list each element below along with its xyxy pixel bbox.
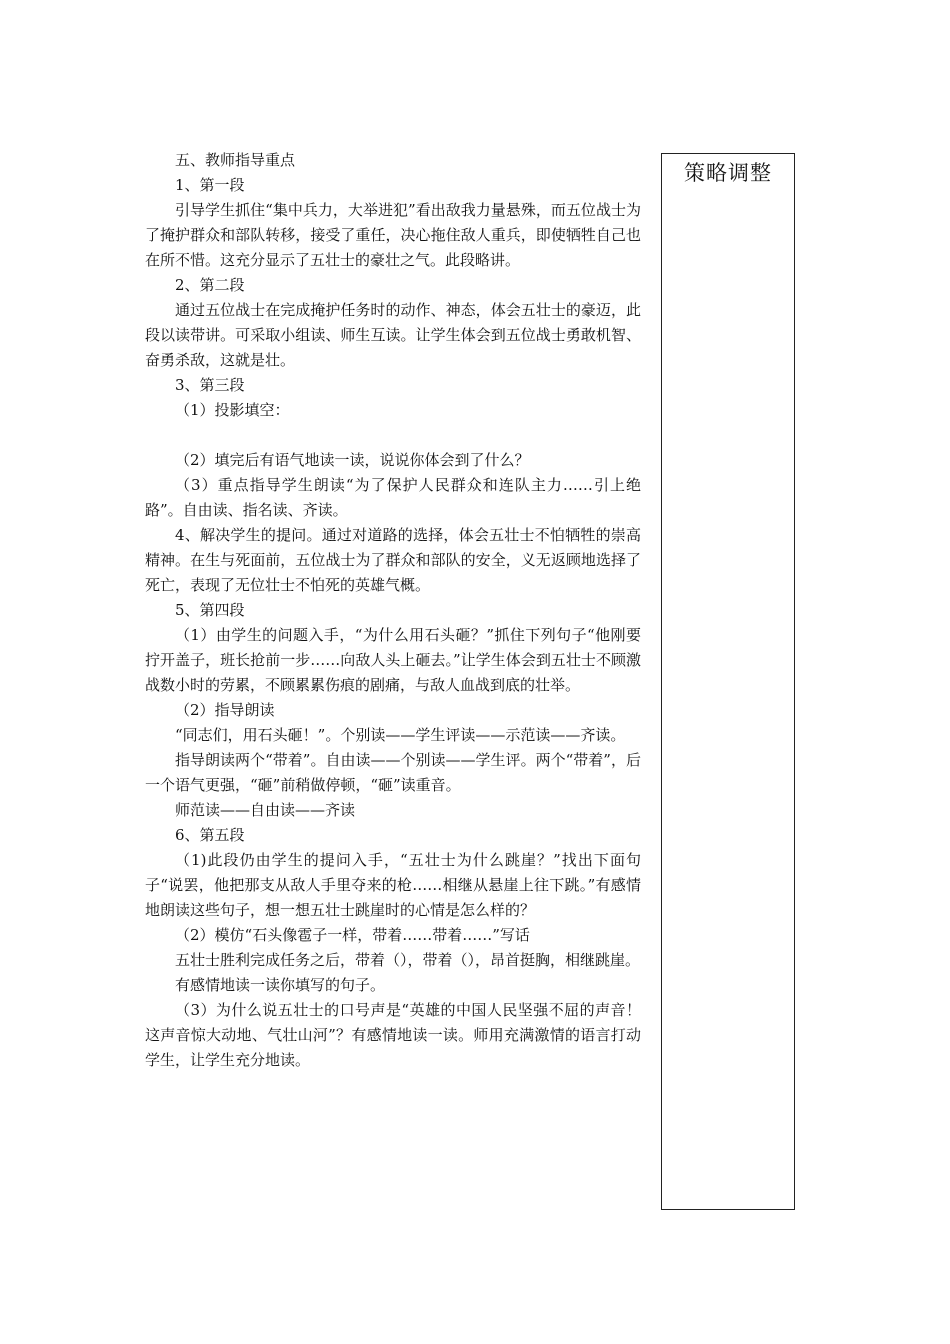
subsection-heading: 2、第二段 xyxy=(175,276,245,294)
paragraph: 五壮士胜利完成任务之后，带着（），带着（），昂首挺胸，相继跳崖。 xyxy=(175,951,641,969)
paragraph: （2）填完后有语气地读一读，说说你体会到了什么？ xyxy=(175,451,530,469)
paragraph: （2）指导朗读 xyxy=(175,701,275,719)
paragraph: 引导学生抓住“集中兵力，大举进犯”看出敌我力量悬殊，而五位战士为了掩护群众和部队转移，接受了重任，决心拖住敌人重兵，即使牺牲自己也在所不惜。这充分显示了五壮士的豪壮之气。此段略讲。 xyxy=(145,201,641,269)
paragraph: 有感情地读一读你填写的句子。 xyxy=(175,976,386,994)
paragraph: 指导朗读两个“带着”。自由读——个别读——学生评。两个“带着”，后一个语气更强，“砸”前稍做停顿，“砸”读重音。 xyxy=(145,751,641,794)
paragraph: （1)此段仍由学生的提问入手，“五壮士为什么跳崖？”找出下面句子“说罢，他把那支从敌人手里夺来的枪……相继从悬崖上往下跳。”有感情地朗读这些句子，想一想五壮士跳崖时的心情是怎么样的？ xyxy=(145,851,641,919)
paragraph: （3）重点指导学生朗读“为了保护人民群众和连队主力……引上绝路”。自由读、指名读、齐读。 xyxy=(145,476,641,519)
paragraph: 4、解决学生的提问。通过对道路的选择，体会五壮士不怕牺牲的崇高精神。在生与死面前，五位战士为了群众和部队的安全，义无返顾地选择了死亡，表现了无位壮士不怕死的英雄气概。 xyxy=(145,526,641,594)
paragraph: （3）为什么说五壮士的口号声是“英雄的中国人民坚强不屈的声音！这声音惊大动地、气壮山河”？有感情地读一读。师用充满激情的语言打动学生，让学生充分地读。 xyxy=(145,1001,641,1069)
paragraph: （1）由学生的问题入手，“为什么用石头砸？”抓住下列句子“他刚要拧开盖子，班长抢前一步……向敌人头上砸去。”让学生体会到五壮士不顾激战数小时的劳累，不顾累累伤痕的剧痛，与敌人血战到底的壮举。 xyxy=(145,626,641,694)
paragraph: “同志们，用石头砸！”。个别读——学生评读——示范读——齐读。 xyxy=(175,726,626,744)
lesson-content xyxy=(145,148,641,1073)
paragraph: 通过五位战士在完成掩护任务时的动作、神态，体会五壮士的豪迈，此段以读带讲。可采取小组读、师生互读。让学生体会到五位战士勇敢机智、奋勇杀敌，这就是壮。 xyxy=(145,301,641,369)
paragraph: 师范读——自由读——齐读 xyxy=(175,801,356,819)
strategy-adjustment-box xyxy=(661,153,795,1210)
strategy-adjustment-title: 策略调整 xyxy=(684,161,772,185)
subsection-heading: 3、第三段 xyxy=(175,376,245,394)
section-heading: 五、教师指导重点 xyxy=(175,151,296,169)
subsection-heading: 1、第一段 xyxy=(175,176,245,194)
subsection-heading: 6、第五段 xyxy=(175,826,245,844)
paragraph: （2）模仿“石头像雹子一样，带着……带着……”写话 xyxy=(175,926,530,944)
blank-line xyxy=(145,423,641,448)
subsection-heading: 5、第四段 xyxy=(175,601,245,619)
paragraph: （1）投影填空： xyxy=(175,401,290,419)
